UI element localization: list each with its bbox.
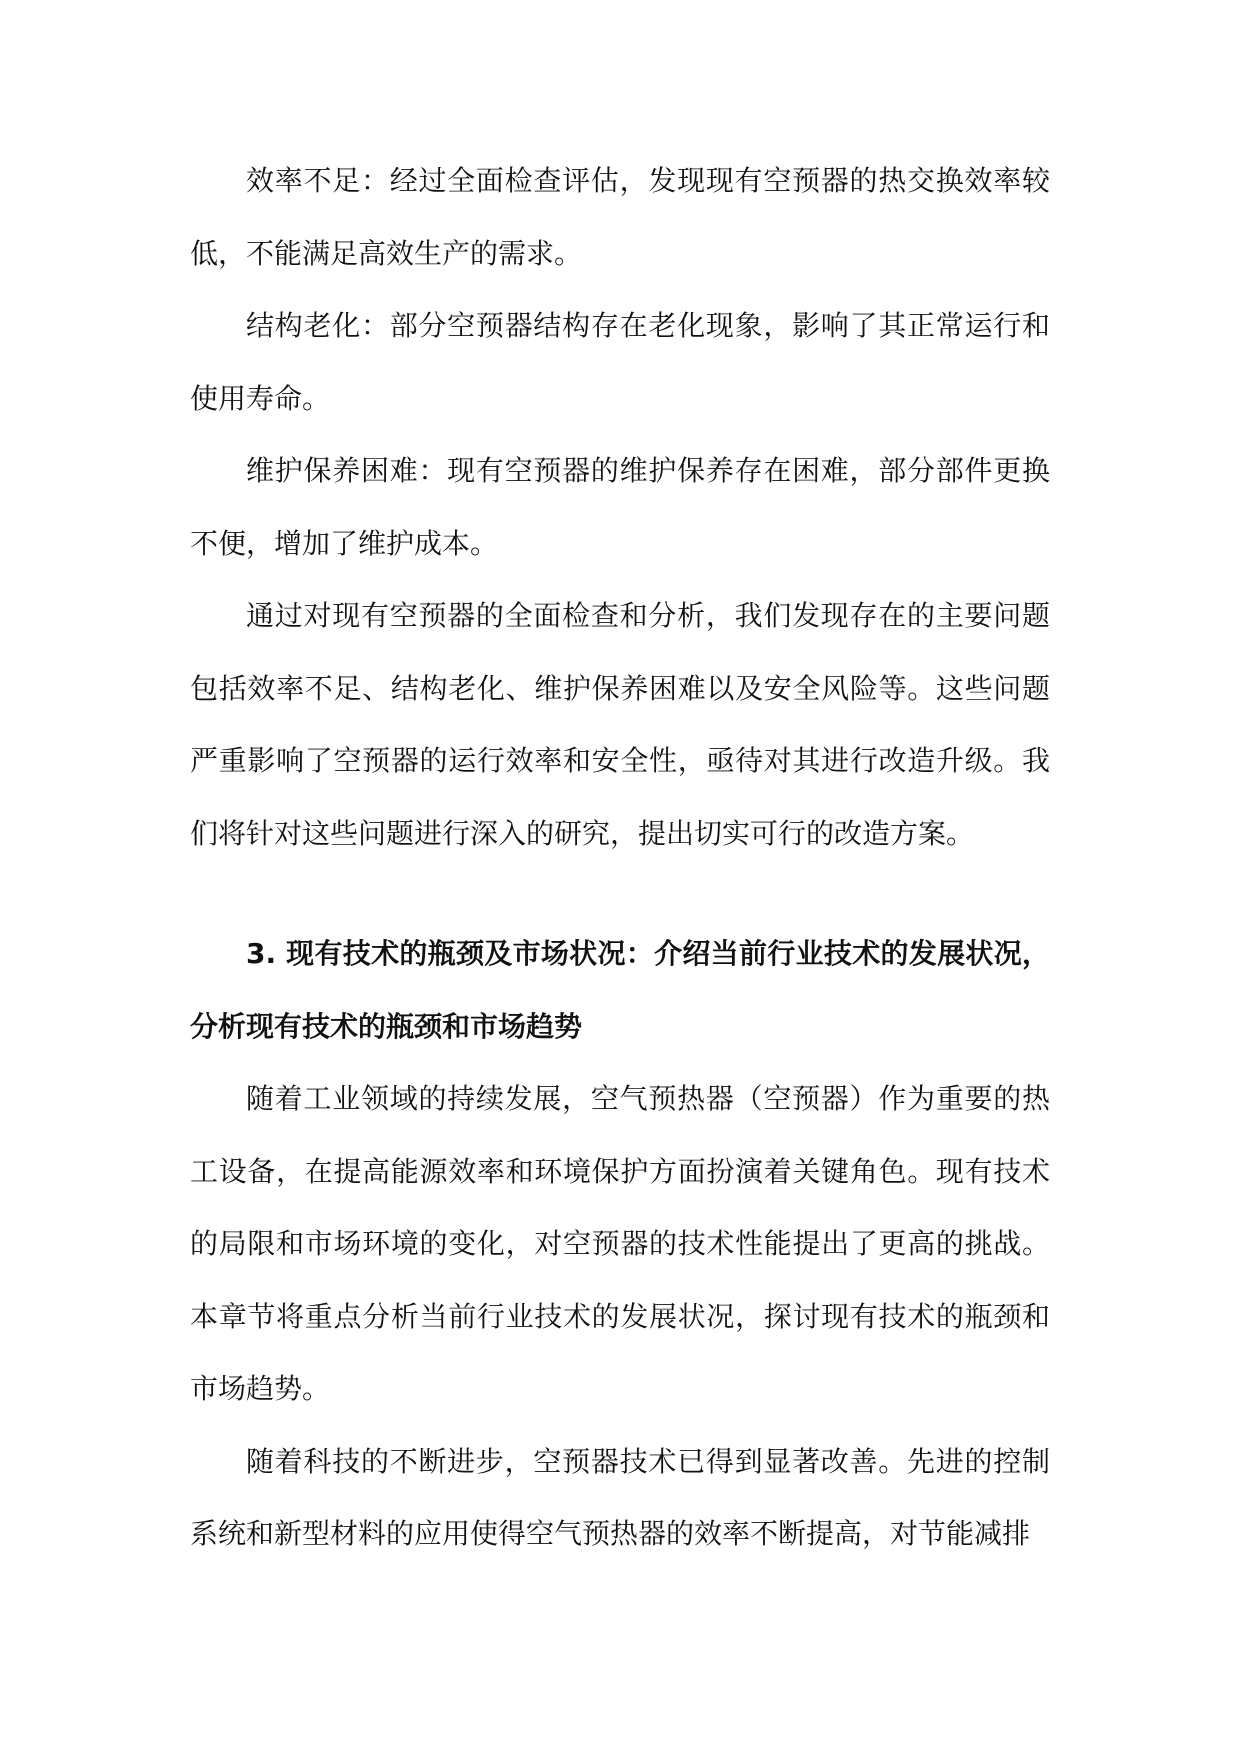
paragraph-summary: 通过对现有空预器的全面检查和分析，我们发现存在的主要问题包括效率不足、结构老化、维护保养困难以及安全风险等。这些问题严重影响了空预器的运行效率和安全性，亟待对其进行改造升级。我们将针对这些问题进行深入的研究，提出切实可行的改造方案。 bbox=[190, 599, 1050, 850]
paragraph-industry-development: 随着工业领域的持续发展，空气预热器（空预器）作为重要的热工设备，在提高能源效率和环境保护方面扮演着关键角色。现有技术的局限和市场环境的变化，对空预器的技术性能提出了更高的挑战。本章节将重点分析当前行业技术的发展状况，探讨现有技术的瓶颈和市场趋势。 bbox=[190, 1082, 1050, 1405]
paragraph-efficiency: 效率不足：经过全面检查评估，发现现有空预器的热交换效率较低，不能满足高效生产的需求。 bbox=[190, 164, 1050, 270]
paragraph-maintenance: 维护保养困难：现有空预器的维护保养存在困难，部分部件更换不便，增加了维护成本。 bbox=[190, 454, 1050, 560]
section-heading: 3. 现有技术的瓶颈及市场状况：介绍当前行业技术的发展状况，分析现有技术的瓶颈和市场趋势 bbox=[190, 937, 1050, 1043]
paragraph-structure-aging: 结构老化：部分空预器结构存在老化现象，影响了其正常运行和使用寿命。 bbox=[190, 309, 1050, 415]
paragraph-technology-progress: 随着科技的不断进步，空预器技术已得到显著改善。先进的控制系统和新型材料的应用使得空气预热器的效率不断提高，对节能减排 bbox=[190, 1444, 1050, 1550]
document-body bbox=[190, 145, 1050, 1571]
